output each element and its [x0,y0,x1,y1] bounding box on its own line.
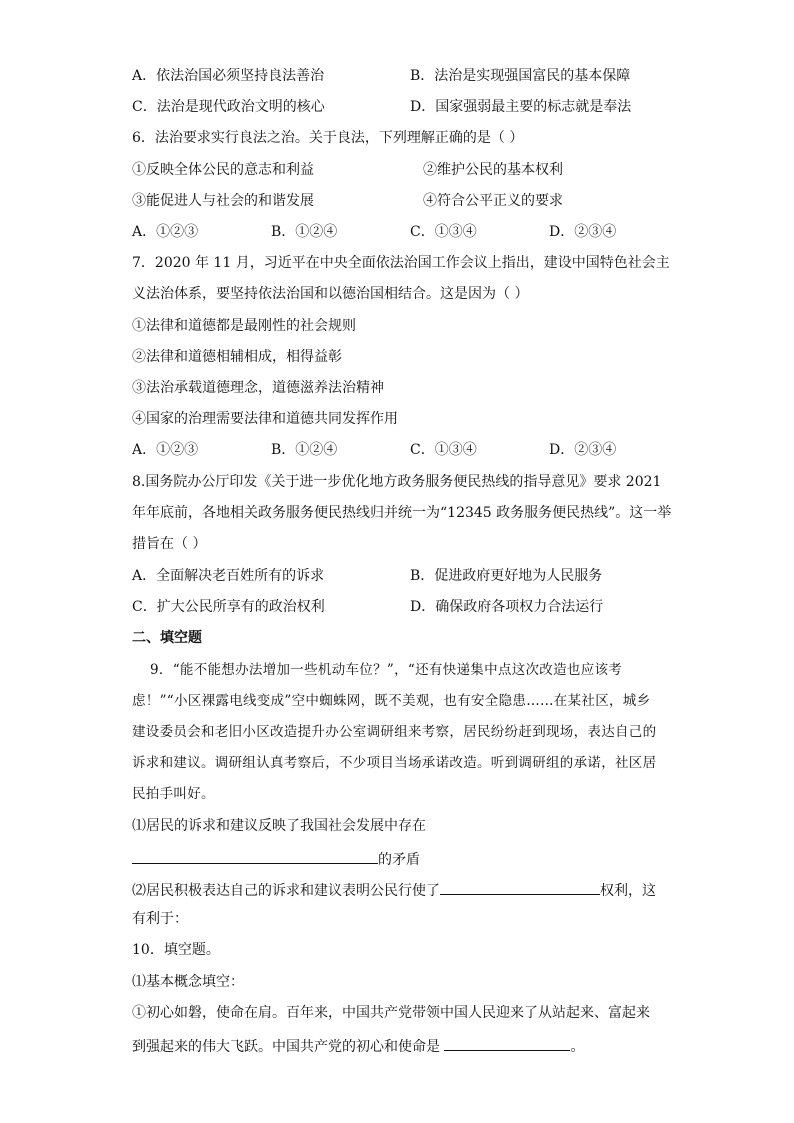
q6-option-d: D．②③④ [549,224,617,240]
q9-subquestion-2-end: 权利，这 [600,883,656,899]
q9-paragraph-line4: 诉求和建议。调研组认真考察后，不少项目当场承诺改造。听到调研组的承诺，社区居 [132,755,657,771]
q7-statement-4: ④国家的治理需要法律和道德共同发挥作用 [132,411,398,427]
q9-paragraph-line2: 虑！”“小区裸露电线变成”空中蜘蛛网，既不美观，也有安全隐患……在某社区，城乡 [132,693,651,709]
q5-option-a: A．依法治国必须坚持良法善治 [132,68,325,84]
q7-option-c: C．①③④ [410,442,477,458]
q10-paragraph-line2-end: 。 [570,1039,585,1055]
q5-option-b: B．法治是实现强国富民的基本保障 [410,68,631,84]
section-title: 二、填空题 [132,630,202,646]
q6-statement-2: ②维护公民的基本权利 [423,162,563,178]
q10-paragraph-line2-start: 到强起来的伟大飞跃。中国共产党的初心和使命是 [132,1039,445,1055]
q9-subquestion-1-answer-row [132,847,420,870]
q9-paragraph-line5: 民拍手叫好。 [132,786,215,802]
q5-option-d: D．国家强弱最主要的标志就是奉法 [410,99,632,115]
q10-paragraph-line2 [132,1034,584,1057]
q6-statement-1: ①反映全体公民的意志和利益 [132,162,314,178]
q8-stem-line1: 8.国务院办公厅印发《关于进一步优化地方政务服务便民热线的指导意见》要求 2021 [132,474,662,490]
answer-blank[interactable] [132,847,378,864]
q6-option-c: C．①③④ [410,224,477,240]
q9-subquestion-1-end: 的矛盾 [378,852,420,868]
q9-subquestion-1: ⑴居民的诉求和建议反映了我国社会发展中存在 [132,818,426,834]
q9-paragraph-line1: 9．“能不能想办法增加一些机动车位？”，“还有快递集中点这次改造也应该考 [150,662,623,678]
q8-option-c: C．扩大公民所享有的政治权利 [132,599,325,615]
q9-subquestion-2-line2: 有利于： [132,911,188,927]
q7-option-b: B．①②④ [271,442,338,458]
q7-option-d: D．②③④ [549,442,617,458]
q8-option-d: D．确保政府各项权力合法运行 [410,599,604,615]
q5-option-c: C．法治是现代政治文明的核心 [132,99,325,115]
answer-blank[interactable] [440,878,600,895]
q8-option-a: A．全面解决老百姓所有的诉求 [132,568,325,584]
q9-subquestion-2-start: ⑵居民积极表达自己的诉求和建议表明公民行使了 [132,883,440,899]
q9-paragraph-line3: 建设委员会和老旧小区改造提升办公室调研组来考察，居民纷纷赶到现场，表达自己的 [132,724,657,740]
q6-option-a: A．①②③ [132,224,199,240]
q7-statement-2: ②法律和道德相辅相成，相得益彰 [132,349,342,365]
q8-stem-line3: 措旨在（ ） [132,536,207,552]
q10-subquestion-1: ⑴基本概念填空： [132,974,244,990]
q9-subquestion-2 [132,878,656,901]
q6-option-b: B．①②④ [271,224,338,240]
q7-stem-line1: 7．2020 年 11 月，习近平在中央全面依法治国工作会议上指出，建设中国特色社会主 [132,255,670,271]
q7-option-a: A．①②③ [132,442,199,458]
q8-option-b: B．促进政府更好地为人民服务 [410,568,603,584]
q6-statement-4: ④符合公平正义的要求 [423,193,563,209]
q10-paragraph-line1: ①初心如磐，使命在肩。百年来，中国共产党带领中国人民迎来了从站起来、富起来 [132,1005,650,1021]
q7-statement-3: ③法治承载道德理念，道德滋养法治精神 [132,380,384,396]
q7-statement-1: ①法律和道德都是最刚性的社会规则 [132,318,356,334]
q10-stem: 10．填空题。 [132,942,220,958]
q8-stem-line2: 年年底前，各地相关政务服务便民热线归并统一为“12345 政务服务便民热线”。这一举 [132,505,672,521]
q6-statement-3: ③能促进人与社会的和谐发展 [132,193,314,209]
answer-blank[interactable] [444,1034,570,1051]
q7-stem-line2: 义法治体系，要坚持依法治国和以德治国相结合。这是因为（ ） [132,286,529,302]
q6-stem: 6．法治要求实行良法之治。关于良法，下列理解正确的是（ ） [132,130,524,146]
